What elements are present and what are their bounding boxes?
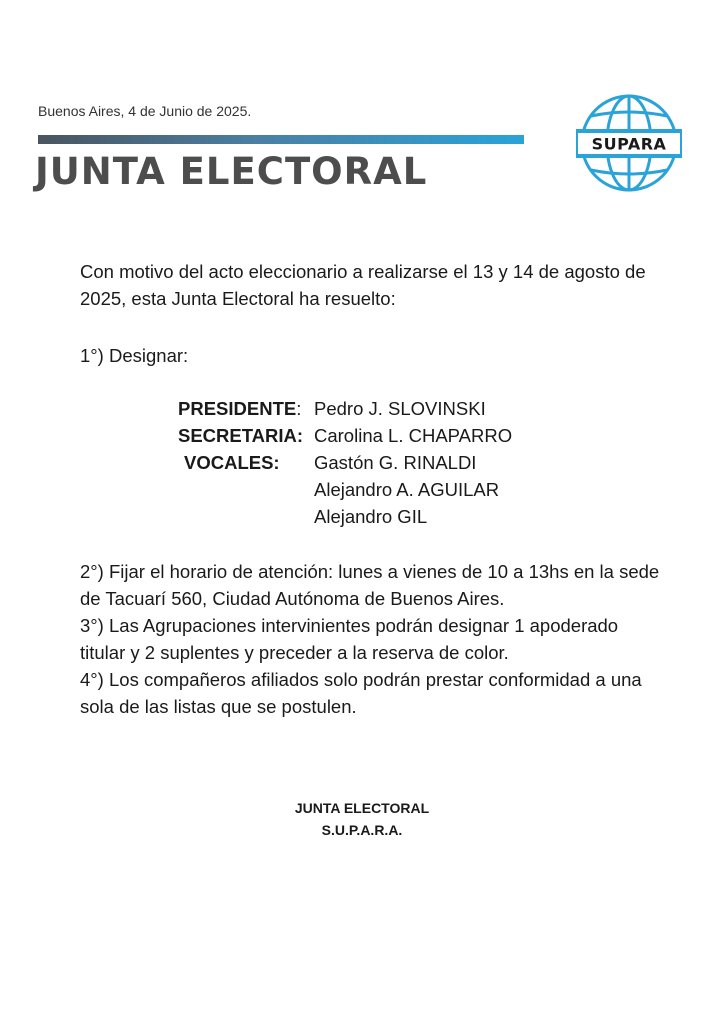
role-label: VOCALES: <box>184 452 280 473</box>
designar-line: 1°) Designar: <box>80 345 189 366</box>
signature-line-1: JUNTA ELECTORAL <box>294 800 430 816</box>
logo-text: SUPARA <box>591 134 667 154</box>
role-label: PRESIDENTE <box>178 398 297 419</box>
role-label-colon: : <box>296 398 302 419</box>
point-4: 4°) Los compañeros afiliados solo podrán prestar conformidad a una sola de las listas que se postulen. <box>80 669 642 717</box>
point-2: 2°) Fijar el horario de atención: lunes a vienes de 10 a 13hs en la sede de Tacuarí 560, Ciudad Autónoma de Buenos Aires. <box>80 561 660 609</box>
role-name: Alejandro A. AGUILAR <box>314 479 500 500</box>
role-row-vocales <box>178 449 512 476</box>
role-label: SECRETARIA: <box>178 425 304 446</box>
roles-list <box>178 395 512 530</box>
page-title: JUNTA ELECTORAL <box>35 150 428 193</box>
intro-paragraph: Con motivo del acto eleccionario a realizarse el 13 y 14 de agosto de 2025, esta Junta Electoral ha resuelto: <box>80 261 646 309</box>
role-row-secretaria <box>178 422 512 449</box>
role-row-vocal-3 <box>178 503 512 530</box>
role-name: Gastón G. RINALDI <box>314 452 477 473</box>
role-name: Carolina L. CHAPARRO <box>314 425 513 446</box>
role-label <box>178 503 314 530</box>
role-row-presidente <box>178 395 512 422</box>
role-row-vocal-2 <box>178 476 512 503</box>
supara-globe-logo <box>574 92 684 194</box>
resolution-points <box>80 558 660 720</box>
role-name: Alejandro GIL <box>314 506 428 527</box>
role-label <box>178 476 314 503</box>
header-rule <box>38 135 524 144</box>
role-name: Pedro J. SLOVINSKI <box>314 398 486 419</box>
signature-block <box>0 797 724 841</box>
point-3: 3°) Las Agrupaciones intervinientes podrán designar 1 apoderado titular y 2 suplentes y preceder a la reserva de color. <box>80 615 619 663</box>
signature-line-2: S.U.P.A.R.A. <box>321 822 403 838</box>
date-line: Buenos Aires, 4 de Junio de 2025. <box>38 103 252 119</box>
